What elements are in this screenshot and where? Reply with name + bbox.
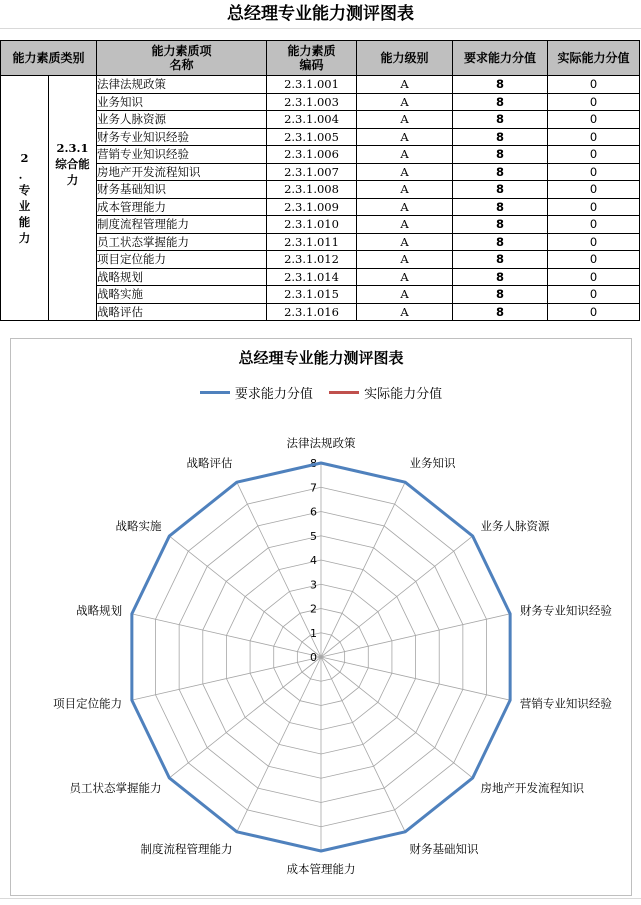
required-score-cell: 8 (453, 163, 548, 181)
radial-tick-label: 5 (310, 529, 317, 543)
radar-plot (11, 339, 631, 895)
category-label: 营销专业知识经验 (519, 696, 612, 711)
required-score-cell: 8 (453, 251, 548, 269)
radial-tick-label: 4 (310, 554, 317, 567)
actual-score-cell: 0 (548, 268, 640, 286)
category-label: 战略评估 (186, 456, 233, 471)
table-row (1, 216, 640, 234)
item-name-cell: 员工状态掌握能力 (97, 233, 267, 251)
category-main-char: 力 (18, 231, 31, 245)
code-cell: 2.3.1.009 (267, 198, 357, 216)
code-cell: 2.3.1.003 (267, 93, 357, 111)
code-cell: 2.3.1.001 (267, 76, 357, 94)
level-cell: A (357, 198, 453, 216)
header-actual: 实际能力分值 (548, 41, 640, 76)
category-label: 战略实施 (115, 519, 162, 534)
table-row (1, 181, 640, 199)
item-name-cell: 战略规划 (97, 268, 267, 286)
grid-spoke (321, 657, 405, 832)
code-cell: 2.3.1.016 (267, 303, 357, 321)
level-cell: A (357, 286, 453, 304)
code-cell: 2.3.1.015 (267, 286, 357, 304)
header-item-name (97, 41, 267, 76)
category-main-char: ． (18, 167, 31, 181)
code-cell: 2.3.1.010 (267, 216, 357, 234)
category-label: 项目定位能力 (53, 696, 123, 711)
level-cell: A (357, 93, 453, 111)
code-cell: 2.3.1.012 (267, 251, 357, 269)
required-score-cell: 8 (453, 128, 548, 146)
header-code (267, 41, 357, 76)
actual-score-cell: 0 (548, 216, 640, 234)
required-score-cell: 8 (453, 181, 548, 199)
chart-title: 总经理专业能力测评图表 (238, 349, 404, 367)
category-main-char: 业 (18, 199, 31, 213)
table-row (1, 111, 640, 129)
actual-score-cell: 0 (548, 251, 640, 269)
item-name-cell: 业务人脉资源 (97, 111, 267, 129)
actual-score-cell: 0 (548, 76, 640, 94)
legend-label-actual: 实际能力分值 (364, 387, 443, 402)
grid-spoke (321, 536, 473, 657)
table-row (1, 286, 640, 304)
category-main-char: 2 (20, 151, 29, 165)
competency-table (0, 40, 640, 321)
required-score-cell: 8 (453, 216, 548, 234)
required-score-cell: 8 (453, 76, 548, 94)
item-name-cell: 项目定位能力 (97, 251, 267, 269)
required-score-cell: 8 (453, 286, 548, 304)
table-row (1, 93, 640, 111)
item-name-cell: 房地产开发流程知识 (97, 163, 267, 181)
required-score-cell: 8 (453, 303, 548, 321)
required-score-cell: 8 (453, 111, 548, 129)
required-score-cell: 8 (453, 146, 548, 164)
category-main-char: 专 (18, 183, 31, 197)
level-cell: A (357, 268, 453, 286)
category-label: 房地产开发流程知识 (480, 780, 584, 795)
actual-score-cell: 0 (548, 181, 640, 199)
required-score-cell: 8 (453, 93, 548, 111)
category-label: 业务人脉资源 (480, 519, 550, 534)
category-main-char: 能 (18, 215, 31, 229)
level-cell: A (357, 76, 453, 94)
code-cell: 2.3.1.014 (267, 268, 357, 286)
header-category: 能力素质类别 (1, 41, 97, 76)
category-sub-line: 力 (66, 173, 79, 187)
item-name-cell: 财务专业知识经验 (97, 128, 267, 146)
code-cell: 2.3.1.005 (267, 128, 357, 146)
item-name-cell: 业务知识 (97, 93, 267, 111)
code-cell: 2.3.1.004 (267, 111, 357, 129)
required-score-cell: 8 (453, 268, 548, 286)
actual-score-cell: 0 (548, 146, 640, 164)
radial-tick-label: 6 (310, 505, 317, 519)
radial-tick-label: 8 (310, 457, 317, 470)
level-cell: A (357, 303, 453, 321)
category-label: 财务专业知识经验 (519, 603, 612, 618)
required-score-cell: 8 (453, 233, 548, 251)
grid-spoke (169, 657, 321, 778)
category-sub-line: 综合能 (55, 157, 90, 171)
radial-tick-label: 2 (310, 602, 317, 616)
radar-chart (10, 338, 632, 896)
item-name-cell: 制度流程管理能力 (97, 216, 267, 234)
level-cell: A (357, 251, 453, 269)
category-sub-cell (49, 76, 97, 321)
category-label: 制度流程管理能力 (140, 841, 233, 856)
level-cell: A (357, 216, 453, 234)
grid-spoke (321, 482, 405, 657)
code-cell: 2.3.1.007 (267, 163, 357, 181)
category-sub-line: 2.3.1 (56, 141, 89, 155)
category-label: 财务基础知识 (409, 841, 479, 856)
item-name-cell: 成本管理能力 (97, 198, 267, 216)
actual-score-cell: 0 (548, 111, 640, 129)
level-cell: A (357, 163, 453, 181)
code-cell: 2.3.1.006 (267, 146, 357, 164)
radial-tick-label: 0 (310, 651, 317, 664)
header-code-line2: 编码 (299, 58, 324, 72)
actual-score-cell: 0 (548, 303, 640, 321)
category-label: 业务知识 (409, 456, 456, 471)
category-label: 战略规划 (76, 603, 123, 618)
level-cell: A (357, 181, 453, 199)
table-row (1, 268, 640, 286)
radial-tick-label: 1 (310, 626, 317, 640)
level-cell: A (357, 111, 453, 129)
level-cell: A (357, 128, 453, 146)
radial-tick-label: 3 (310, 578, 317, 592)
table-row (1, 303, 640, 321)
grid-spoke (321, 657, 473, 778)
item-name-cell: 财务基础知识 (97, 181, 267, 199)
item-name-cell: 营销专业知识经验 (97, 146, 267, 164)
actual-score-cell: 0 (548, 128, 640, 146)
grid-spoke (169, 536, 321, 657)
category-label: 法律法规政策 (286, 436, 356, 450)
level-cell: A (357, 233, 453, 251)
header-required: 要求能力分值 (453, 41, 548, 76)
actual-score-cell: 0 (548, 286, 640, 304)
item-name-cell: 战略评估 (97, 303, 267, 321)
table-row (1, 146, 640, 164)
required-score-cell: 8 (453, 198, 548, 216)
category-main-cell (1, 76, 49, 321)
code-cell: 2.3.1.008 (267, 181, 357, 199)
table-row (1, 198, 640, 216)
document-title: 总经理专业能力测评图表 (227, 4, 414, 24)
table-row (1, 76, 640, 94)
header-item-name-line2: 名称 (169, 58, 194, 72)
category-label: 成本管理能力 (286, 862, 356, 876)
code-cell: 2.3.1.011 (267, 233, 357, 251)
item-name-cell: 战略实施 (97, 286, 267, 304)
radial-tick-label: 7 (310, 481, 317, 495)
header-item-name-line1: 能力素质项 (151, 44, 212, 58)
legend-label-required: 要求能力分值 (234, 387, 313, 402)
item-name-cell: 法律法规政策 (97, 76, 267, 94)
header-code-line1: 能力素质 (287, 44, 336, 58)
category-label: 员工状态掌握能力 (69, 780, 162, 795)
actual-score-cell: 0 (548, 198, 640, 216)
table-row (1, 128, 640, 146)
table-header-row (1, 41, 640, 76)
table-row (1, 233, 640, 251)
sheet-bottom-border (0, 898, 641, 899)
table-row (1, 251, 640, 269)
actual-score-cell: 0 (548, 93, 640, 111)
level-cell: A (357, 146, 453, 164)
table-row (1, 163, 640, 181)
header-level: 能力级别 (357, 41, 453, 76)
actual-score-cell: 0 (548, 163, 640, 181)
grid-spoke (237, 657, 321, 832)
actual-score-cell: 0 (548, 233, 640, 251)
grid-spoke (237, 482, 321, 657)
